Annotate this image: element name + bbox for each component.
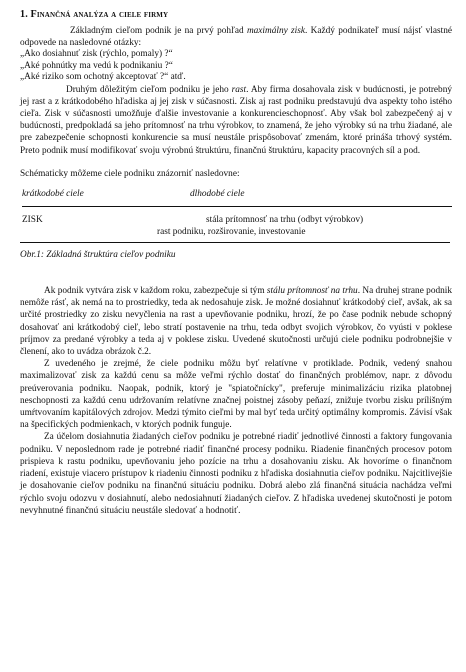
growth-paragraph: Druhým dôležitým cieľom podniku je jeho rast. Aby firma dosahovala zisk v budúcnosti, je potrebný jej rast a z krátkodobého hľadiska aj jej zisk v súčasnosti. Zisk aj rast podniku predstavujú dva aspekty toho istého cieľa. Zisk v súčasnosti umožňuje ďalšie investovanie a konkurencieschopnosť. Aby však bol zabezpečený aj v budúcnosti, predpokladá sa jeho prítomnosť na trhu výrobkov, to znamená, že jeho výrobky sú na trhu žiadané, ale pre zabezpečenie schopnosti konkurencie sa musí neustále prispôsobovať zmenám, ktoré prináša trhový systém. Preto podnik musí modifikovať svoju výrobnú štruktúru, finančnú štruktúru, kapacity pracovných síl a pod. xyxy=(20,84,452,156)
presence-paragraph: Ak podnik vytvára zisk v každom roku, zabezpečuje si tým stálu prítomnosť na trhu. Na druhej strane podnik nemôže rásť, ak nemá na to prostriedky, teda ak nedosahuje zisk. Je možné dosiahnuť krátkodobý cieľ, avšak, ak sa určité prostriedky zo zisku nevyčlenia na rast a upevňovanie podniku, hrozí, že po čase podnik nebude schopný dosahovať ani krátkodobý cieľ, lebo stratí postavenie na trhu, teda odbyt svojich výrobkov, čo vyústi v poklese príjmov za predané výrobky a teda aj v poklese zisku. Uvedené skutočnosti určujú ciele podniku podrobnejšie v členení, ako to uvádza obrázok č.2. xyxy=(20,286,452,358)
question-3: „Aké riziko som ochotný akceptovať ?“ atď. xyxy=(20,72,186,83)
question-1: „Ako dosiahnuť zisk (rýchlo, pomaly) ?“ xyxy=(20,49,173,60)
header-short-term: krátkodobé ciele xyxy=(22,180,190,207)
figure-label: Obr.1: xyxy=(20,250,45,261)
short-term-profit: ZISK xyxy=(22,215,43,226)
long-term-goal-1: stála prítomnosť na trhu (odbyt výrobkov) xyxy=(206,215,364,226)
figure-caption-text: Základná štruktúra cieľov podniku xyxy=(44,250,176,261)
long-term-goals xyxy=(157,207,452,239)
section-number: 1. xyxy=(20,9,28,20)
figure-caption xyxy=(20,242,450,261)
section-heading xyxy=(20,8,452,21)
emphasis-growth: rast xyxy=(231,84,247,95)
emphasis-max-profit: maximálny zisk xyxy=(246,26,305,36)
header-long-term: dlhodobé ciele xyxy=(190,180,452,207)
conflict-paragraph: Z uvedeného je zrejmé, že ciele podniku môžu byť relatívne v protiklade. Podnik, vedený snahou maximalizovať zisk za každú cenu sa môže veľmi rýchlo dostať do finančných problémov, napr. z dôvodu preúverovania podniku. Naopak, podnik, ktorý je "spiatočnícky", preferuje minimalizáciu rizika platobnej neschopnosti za každú cenu udržovaním relatívne značnej poistnej zásoby peňazí, znižuje tvorbu zisku prílišným umŕtvovaním kapitálových zdrojov. Medzi týmito cieľmi by mal byť teda určitý optimálny kompromis. Závisí však na špecifických podmienkach, v ktorých podnik funguje. xyxy=(20,359,452,431)
financial-management-paragraph: Za účelom dosiahnutia žiadaných cieľov podniku je potrebné riadiť jednotlivé činnosti a faktory fungovania podniku. V neposlednom rade je potrebné riadiť finančné procesy podniku. Riadenie finančných procesov potom prispieva k rastu podniku, upevňovaniu jeho pozície na trhu a dosahovaniu zisku. Ak hovoríme o finančnom riadení, existuje viacero prístupov k riadeniu činnosti podniku z hľadiska dosiahnutia cieľov podniku. Najcitlivejšie je dosahovanie cieľov podniku na finančnú situáciu podniku. Dobrá alebo zlá finančná situácia nachádza veľmi rýchlo svoju odozvu v dosiahnutí, alebo nedosiahnutí žiadaných cieľov. Z hľadiska uvedenej skutočnosti je potom nevyhnutné finančnú situáciu neustále sledovať a hodnotiť. xyxy=(20,432,452,516)
document-page xyxy=(20,8,452,517)
intro-paragraph: Základným cieľom podnik je na prvý pohľad maximálny zisk. Každý podnikateľ musí nájsť vlastné odpovede na nasledovné otázky: xyxy=(20,26,452,49)
section-title: Finančná analýza a ciele firmy xyxy=(30,9,169,20)
emphasis-market-presence: stálu prítomnosť na trhu xyxy=(266,286,358,297)
goals-table xyxy=(22,180,452,238)
schema-intro: Schématicky môžeme ciele podniku znázorniť nasledovne: xyxy=(20,168,240,179)
question-2: „Aké pohnútky ma vedú k podnikaniu ?“ xyxy=(20,60,173,71)
long-term-goal-2: rast podniku, rozširovanie, investovanie xyxy=(157,226,306,237)
